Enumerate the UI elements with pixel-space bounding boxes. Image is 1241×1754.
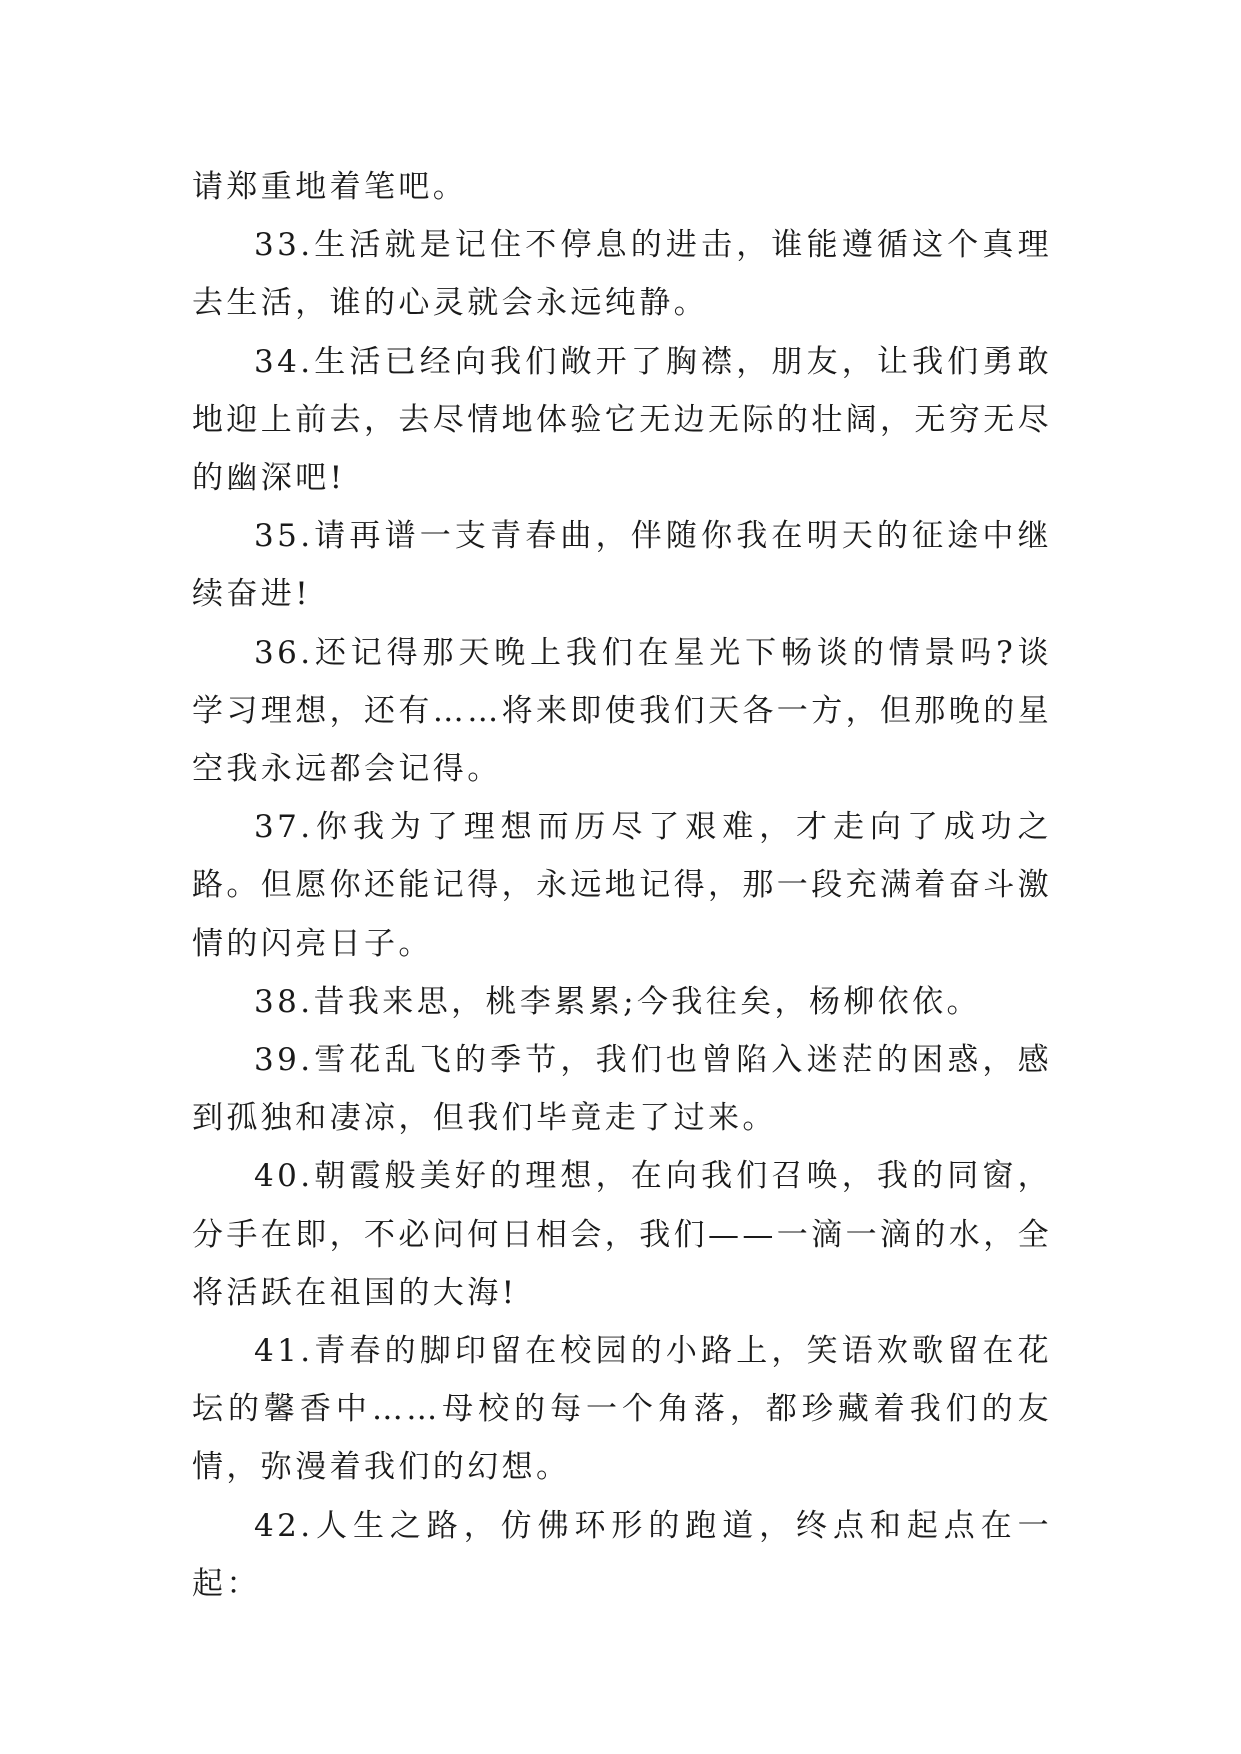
document-body	[192, 158, 1052, 1613]
paragraph-34: 34.生活已经向我们敞开了胸襟，朋友，让我们勇敢地迎上前去，去尽情地体验它无边无际的壮阔，无穷无尽的幽深吧!	[192, 343, 1052, 497]
paragraph-35: 35.请再谱一支青春曲，伴随你我在明天的征途中继续奋进!	[192, 518, 1052, 613]
paragraph-38: 38.昔我来思，桃李累累;今我往矣，杨柳依依。	[254, 983, 981, 1020]
paragraph-37: 37.你我为了理想而历尽了艰难，才走向了成功之路。但愿你还能记得，永远地记得，那一段充满着奋斗激情的闪亮日子。	[192, 809, 1052, 962]
paragraph-continuation: 请郑重地着笔吧。	[192, 169, 468, 205]
paragraph-39: 39.雪花乱飞的季节，我们也曾陷入迷茫的困惑，感到孤独和凄凉，但我们毕竟走了过来。	[192, 1042, 1052, 1137]
paragraph-41: 41.青春的脚印留在校园的小路上，笑语欢歌留在花坛的馨香中……母校的每一个角落，都珍藏着我们的友情，弥漫着我们的幻想。	[192, 1333, 1052, 1486]
paragraph-36: 36.还记得那天晚上我们在星光下畅谈的情景吗?谈学习理想，还有……将来即使我们天各一方，但那晚的星空我永远都会记得。	[192, 634, 1052, 788]
paragraph-42: 42.人生之路，仿佛环形的跑道，终点和起点在一起：	[192, 1507, 1052, 1602]
paragraph-40: 40.朝霞般美好的理想，在向我们召唤，我的同窗，分手在即，不必问何日相会，我们——一滴一滴的水，全将活跃在祖国的大海!	[192, 1158, 1052, 1311]
paragraph-33: 33.生活就是记住不停息的进击，谁能遵循这个真理去生活，谁的心灵就会永远纯静。	[192, 227, 1052, 322]
